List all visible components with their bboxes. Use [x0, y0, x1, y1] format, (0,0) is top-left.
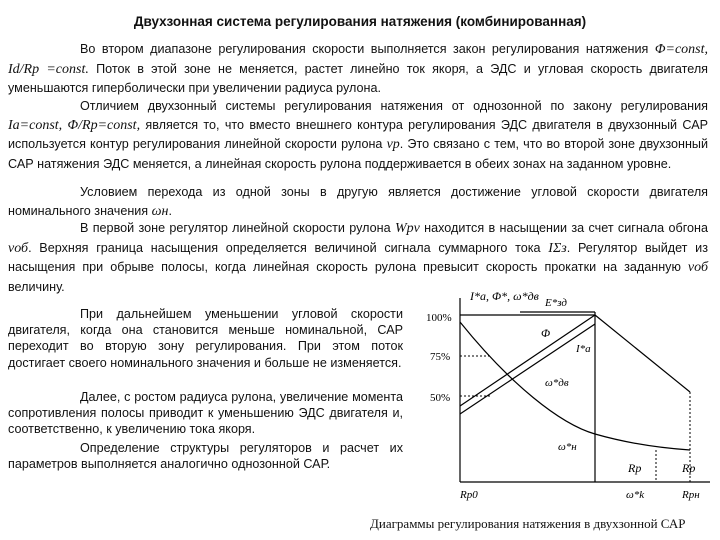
- para2-a: Отличием двухзонный системы регулирования натяжения от однозонной по закону регулирования: [80, 99, 708, 113]
- label-rp-right: Rp: [682, 461, 696, 475]
- para1-rest: Поток в этой зоне не меняется, растет линейно ток якоря, а ЭДС и угловая скорость двигателя уменьшаются гиперболически при увеличении радиуса рулона.: [8, 61, 708, 95]
- tick-50: 50%: [430, 392, 451, 404]
- label-rpn: Rpн: [682, 489, 700, 501]
- label-rp0: Rp0: [460, 489, 478, 501]
- para4-e: величину.: [8, 279, 65, 294]
- label-omega-k: ω*k: [626, 489, 645, 501]
- symbol-isum: IΣз: [548, 240, 567, 256]
- para3-b: .: [168, 203, 172, 218]
- paragraph-difference: [8, 97, 708, 173]
- paragraph-transition: [8, 183, 708, 221]
- paragraph-zone-law: [8, 40, 708, 98]
- symbol-wpv: Wpv: [394, 221, 420, 236]
- tick-100: 100%: [426, 312, 452, 324]
- symbol-vp: vp: [386, 137, 400, 152]
- para3-a: Условием перехода из одной зоны в другую является достижение угловой скорости двигателя номинального значения: [8, 185, 708, 218]
- label-omega-dv: ω*дв: [545, 377, 569, 389]
- page-title: Двухзонная система регулирования натяжения (комбинированная): [133, 14, 587, 29]
- para4-c: . Верхняя граница насыщения определяется величиной сигнала суммарного тока: [28, 240, 549, 255]
- diagram-caption: Диаграммы регулирования натяжения в двухзонной САР: [370, 516, 686, 531]
- symbol-vob-2: vоб: [687, 260, 708, 275]
- formula-flux-current: Φ=const, Id/Rp =const.: [8, 42, 709, 77]
- para1-intro: Во втором диапазоне регулирования скорости выполняется закон регулирования натяжения: [80, 42, 649, 56]
- column-paragraph-3: Определение структуры регуляторов и расчет их параметров выполняется аналогично однозонной САР.: [8, 441, 403, 472]
- label-rp-mid: Rp: [628, 461, 642, 475]
- label-omega-n: ω*н: [558, 441, 577, 453]
- y-axis-label: I*a, Φ*, ω*дв: [470, 289, 539, 303]
- label-ez: E*зд: [545, 297, 567, 309]
- para2-b: является то, что вместо внешнего контура регулирования ЭДС двигателя в двухзонный САР используется контур регулирования линейной скорости рулона: [8, 117, 708, 151]
- column-paragraph-2: Далее, с ростом радиуса рулона, увеличение момента сопротивления полосы приводит к уменьшению ЭДС двигателя и, соответственно, к увеличению тока якоря.: [8, 390, 403, 437]
- column-paragraph-1: При дальнейшем уменьшении угловой скорости двигателя, когда она становится меньше номинальной, САР переходит во вторую зону регулирования. При этом поток достигает своего номинального значения и больше не изменяется.: [8, 307, 403, 370]
- para4-b: находится в насыщении за счет сигнала обгона: [419, 221, 708, 235]
- para2-c: . Это связано с тем, что во второй зоне двухзонный САР натяжения ЭДС меняется, а линейная скорость рулона поддерживается в обеих зонах на заданном уровне.: [8, 137, 709, 171]
- label-phi: Φ: [541, 326, 551, 340]
- formula-current-flux: Ia=const, Φ/Rp=const,: [8, 117, 141, 133]
- regulation-diagram: [420, 284, 715, 514]
- tick-75: 75%: [430, 351, 451, 363]
- symbol-vob: vоб: [8, 240, 29, 256]
- para4-d: . Регулятор выйдет из насыщения при обрыве полосы, когда линейная скорость рулона превысит скорость прокатки на заданную: [8, 240, 708, 274]
- label-ia: I*a: [576, 343, 591, 355]
- para4-a: В первой зоне регулятор линейной скорости рулона: [80, 221, 395, 235]
- curve-phi-second-zone: [595, 315, 690, 392]
- symbol-omega-n: ωн: [151, 203, 169, 219]
- curve-omega-dv: [460, 322, 690, 450]
- curve-ia-2: [460, 324, 595, 414]
